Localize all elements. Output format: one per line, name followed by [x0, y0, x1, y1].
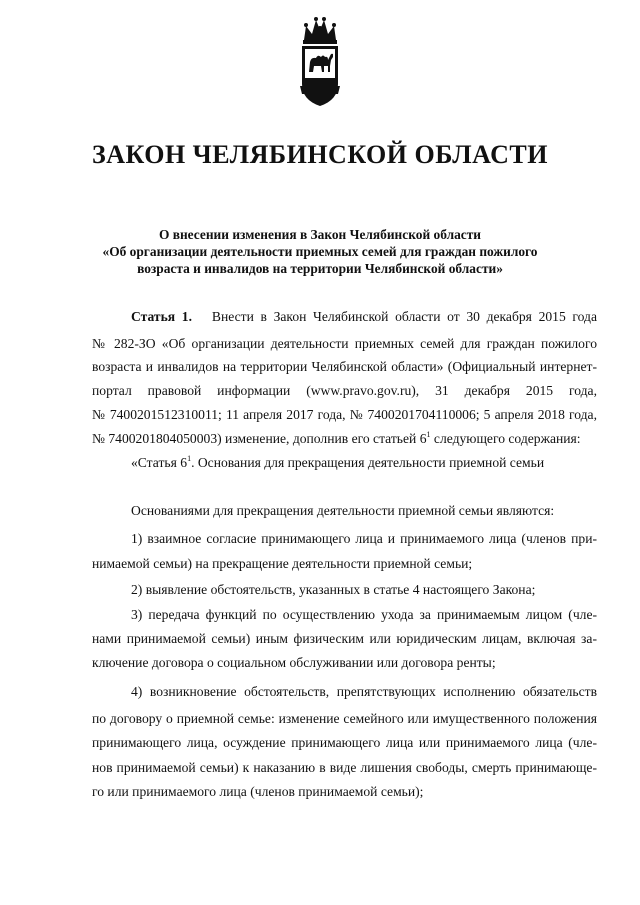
- list-item-line: ключение договора о социальном обслуживании или договора ренты;: [92, 655, 496, 670]
- list-item-line: нимаемой семьи) на прекращение деятельности приемной семьи;: [92, 556, 473, 571]
- list-item-line: 4) возникновение обстоятельств, препятствующих исполнению обязательств: [131, 684, 597, 699]
- article1-line: № 7400201512310011; 11 апреля 2017 года, № 7400201704110006; 5 апреля 2018 года,: [92, 407, 597, 422]
- list-item-line: 1) взаимное согласие принимающего лица и принимаемого лица (членов при-: [131, 531, 597, 546]
- article1-line: № 282-ЗО «Об организации деятельности приемных семей для граждан пожилого: [92, 336, 597, 351]
- article1-first-line: [131, 308, 597, 325]
- superscript: 1: [426, 430, 431, 439]
- article1-first-line-text: Внести в Закон Челябинской области от 30 декабря 2015 года: [211, 309, 597, 324]
- article1-last-line-text: № 7400201804050003) изменение, дополнив его статьей 6: [92, 431, 427, 446]
- article1-last-line-tail: следующего содержания:: [430, 431, 581, 446]
- list-item-line: го или принимаемого лица (членов принимаемой семьи);: [92, 784, 424, 799]
- superscript: 1: [187, 454, 192, 463]
- subtitle-line: «Об организации деятельности приемных семей для граждан пожилого: [102, 244, 538, 259]
- article1-line: портал правовой информации (www.pravo.gov.ru), 31 декабря 2015 года,: [92, 383, 597, 398]
- article1-label: Статья 1.: [131, 309, 192, 324]
- article1-line: возраста и инвалидов на территории Челябинской области» (Официальный интернет-: [92, 359, 597, 374]
- grounds-intro: Основаниями для прекращения деятельности приемной семьи являются:: [131, 503, 555, 518]
- coat-of-arms-emblem: [296, 14, 344, 110]
- list-item-line: по договору о приемной семье: изменение семейного или имущественного положения: [92, 711, 597, 726]
- list-item-line: 3) передача функций по осуществлению ухода за принимаемым лицом (чле-: [131, 607, 597, 622]
- list-item-line: 2) выявление обстоятельств, указанных в статье 4 настоящего Закона;: [131, 582, 536, 597]
- list-item-line: нами принимаемой семьи) иным физическим или юридическим лицам, включая за-: [92, 631, 597, 646]
- subtitle-line: О внесении изменения в Закон Челябинской области: [158, 227, 482, 242]
- subtitle-line: возраста и инвалидов на территории Челябинской области»: [137, 261, 503, 276]
- new-article-heading-tail: . Основания для прекращения деятельности приемной семьи: [191, 455, 545, 470]
- law-title: ЗАКОН ЧЕЛЯБИНСКОЙ ОБЛАСТИ: [92, 140, 548, 169]
- new-article-heading-text: «Статья 6: [131, 455, 188, 470]
- list-item-line: принимающего лица, осуждение принимающего лица или принимаемого лица (чле-: [92, 735, 597, 750]
- article1-last-line: [92, 430, 597, 447]
- new-article-heading: [131, 454, 597, 471]
- law-subtitle: [0, 226, 640, 277]
- list-item-line: нов принимаемой семьи) к наказанию в виде лишения свободы, смерть принимающе-: [92, 760, 597, 775]
